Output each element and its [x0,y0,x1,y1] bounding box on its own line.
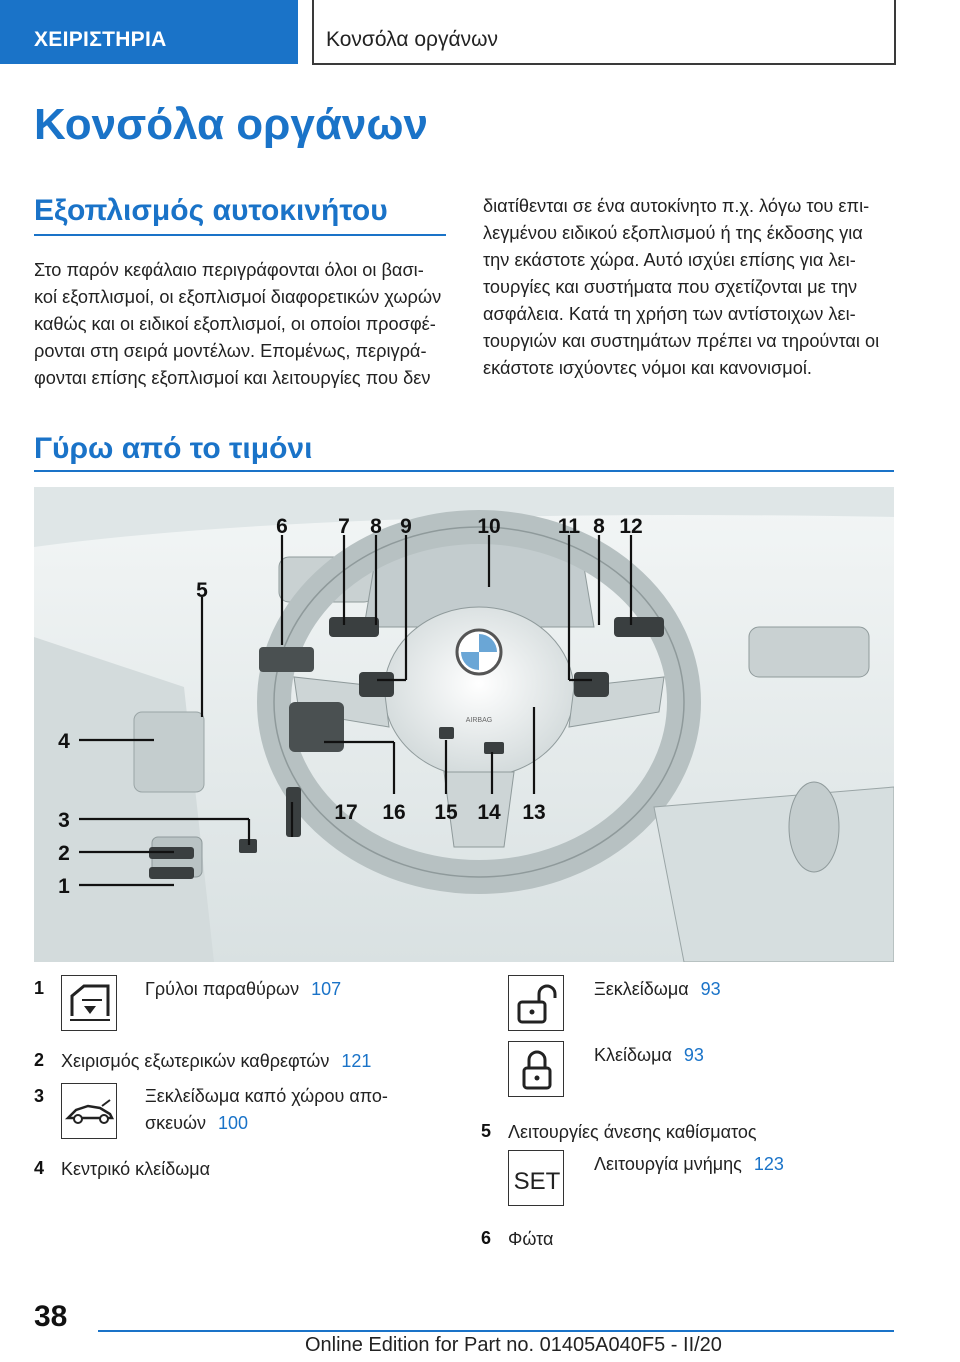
legend-item-mirrors: Χειρισμός εξωτερικών καθρεφτών 121 [61,1051,372,1071]
footer-rule [98,1330,894,1332]
intro-paragraph-right: διατίθενται σε ένα αυτοκίνητο π.χ. λόγω του επι- λεγμένου ειδικού εξοπλισμού ή της έκδοσης για την εκάστοτε χώρα. Αυτό ισχύει επίσης για λει- τουργίες και συστήματα που σχετίζονται με την ασφάλεια. Κατά τη χρήση των αντίστοιχων λει- τουργιών και συστημάτων πρέπει να τηρούνται οι εκάστοτε ισχύοντες νόμοι και κανονισμοί. [483,196,880,378]
breadcrumb-label: Κονσόλα οργάνων [326,28,498,51]
page-link-93[interactable]: 93 [700,979,721,999]
page-number: 38 [34,1300,68,1333]
section-heading-equipment: Εξοπλισμός αυτοκινήτου [34,194,388,227]
legend-num-6: 6 [481,1228,492,1248]
callout-1: 1 [58,875,70,898]
unlock-icon [508,975,564,1031]
chapter-tab-label: ΧΕΙΡΙΣΤΗΡΙΑ [34,28,167,51]
page-link-100[interactable]: 100 [218,1113,249,1133]
legend-item-memory: Λειτουργία μνήμης 123 [594,1154,784,1174]
page-title: Κονσόλα οργάνων [34,100,429,149]
legend-item-seat-comfort: Λειτουργίες άνεσης καθίσματος [508,1122,757,1142]
svg-text:SET: SET [513,1168,561,1195]
legend-item-central-locking: Κεντρικό κλείδωμα [61,1159,211,1179]
legend-num-4: 4 [34,1158,45,1178]
callout-17: 17 [334,801,358,824]
intro-paragraph-left: Στο παρόν κεφάλαιο περιγράφονται όλοι οι βασι- κοί εξοπλισμοί, οι εξοπλισμοί διαφορετικών χωρών καθώς και οι ειδικοί εξοπλισμοί, οι οποίοι προσφέ- ρονται στη σειρά μοντέλων. Επομένως, περιγρά- φονται επίσης εξοπλισμοί και λειτουργίες που δεν [34,260,442,388]
callout-9: 9 [400,515,412,538]
callout-7: 7 [338,515,350,538]
cockpit-diagram [34,487,894,962]
legend-item-lock: Κλείδωμα 93 [594,1045,704,1065]
set-icon [508,1150,564,1206]
legend-num-1: 1 [34,978,45,998]
callout-14: 14 [477,801,501,824]
legend-item-lights: Φώτα [508,1229,554,1249]
callout-16: 16 [382,801,406,824]
callout-12: 12 [619,515,643,538]
page-link-123[interactable]: 123 [753,1154,784,1174]
callout-5: 5 [196,579,208,602]
legend-num-5: 5 [481,1121,492,1141]
callout-6: 6 [276,515,288,538]
breadcrumb [312,0,896,65]
footer-edition: Online Edition for Part no. 01405A040F5 - II/20 [305,1334,722,1356]
lock-icon [508,1041,564,1097]
page-link-107[interactable]: 107 [311,979,342,999]
callout-13: 13 [522,801,546,824]
section-rule [34,234,446,236]
callout-10: 10 [477,515,501,538]
page-link-93b[interactable]: 93 [683,1045,704,1065]
legend-item-window-lifts: Γρύλοι παραθύρων 107 [145,979,342,999]
callout-2: 2 [58,842,70,865]
callout-11: 11 [557,515,581,538]
chapter-tab[interactable] [0,0,298,64]
callout-8: 8 [370,515,382,538]
section-rule [34,470,894,472]
callout-4: 4 [58,730,70,753]
window-lift-icon [61,975,117,1031]
page-link-121[interactable]: 121 [341,1051,372,1071]
legend-num-3: 3 [34,1086,45,1106]
callout-15: 15 [434,801,458,824]
airbag-label: AIRBAG [465,717,493,724]
callout-8b: 8 [593,515,605,538]
legend-item-unlock: Ξεκλείδωμα 93 [594,979,721,999]
trunk-icon [61,1083,117,1139]
section-heading-steering: Γύρω από το τιμόνι [34,432,313,465]
legend-item-trunk: Ξεκλείδωμα καπό χώρου απο- σκευών 100 [145,1086,388,1133]
callout-3: 3 [58,809,70,832]
legend-num-2: 2 [34,1050,45,1070]
